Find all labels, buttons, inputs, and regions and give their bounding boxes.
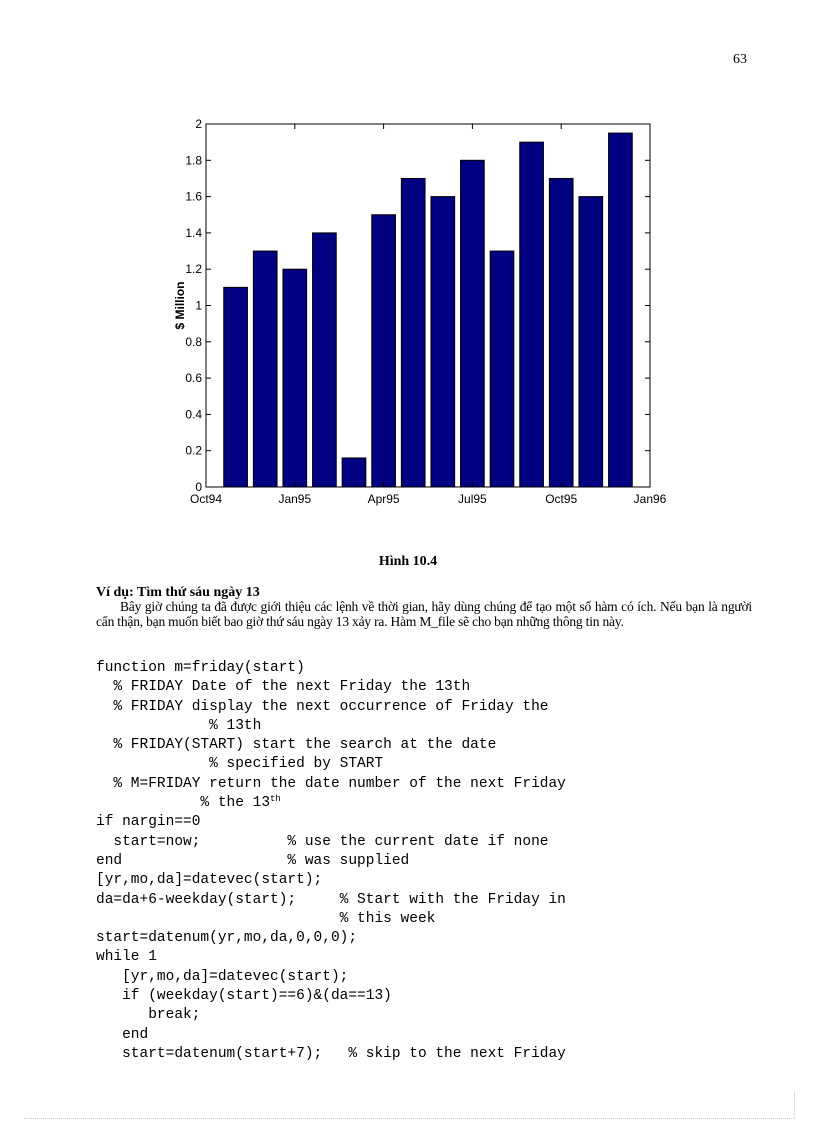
code-line: % FRIDAY Date of the next Friday the 13th [96, 679, 471, 696]
page-right-border [794, 1092, 795, 1118]
code-line: % M=FRIDAY return the date number of the next Friday [96, 775, 566, 792]
code-line: % FRIDAY display the next occurrence of Friday the [96, 698, 549, 715]
code-line: % 13th [96, 717, 262, 734]
page-number: 63 [733, 52, 747, 67]
code-line: [yr,mo,da]=datevec(start); [96, 872, 323, 889]
y-tick-label: 1 [195, 298, 202, 313]
x-tick-label: Apr95 [367, 492, 400, 506]
code-line: start=now; % use the current date if none [96, 833, 549, 850]
bar [253, 251, 277, 487]
y-tick-label: 1.2 [185, 262, 202, 277]
y-tick-label: 1.8 [185, 153, 202, 168]
bar [313, 233, 337, 487]
code-line: % FRIDAY(START) start the search at the date [96, 737, 497, 754]
code-line: end [96, 1026, 149, 1043]
code-line: while 1 [96, 949, 157, 966]
page-bottom-border [24, 1118, 794, 1119]
y-tick-label: 1.4 [185, 225, 202, 240]
code-line: if (weekday(start)==6)&(da==13) [96, 988, 392, 1005]
y-tick-label: 0.8 [185, 334, 202, 349]
bar-chart [160, 110, 680, 510]
y-tick-label: 2 [195, 117, 202, 131]
bar [342, 458, 366, 487]
x-tick-label: Oct94 [189, 492, 223, 506]
bar [579, 197, 603, 487]
bar [431, 197, 455, 487]
x-tick-label: Jul95 [458, 492, 487, 506]
example-heading: Ví dụ: Tìm thứ sáu ngày 13 [96, 585, 260, 600]
y-axis-label: $ Million [173, 281, 187, 330]
code-line: da=da+6-weekday(start); % Start with the Friday in [96, 891, 566, 908]
y-tick-label: 0.6 [185, 371, 202, 386]
bar [520, 142, 544, 487]
code-line: break; [96, 1007, 201, 1024]
chart-bars [224, 133, 632, 487]
bar [549, 178, 573, 487]
superscript: th [270, 794, 281, 805]
code-listing [96, 659, 566, 1064]
bar [490, 251, 514, 487]
x-tick-label: Jan96 [633, 492, 667, 506]
y-tick-label: 0 [195, 480, 202, 494]
bar [283, 269, 307, 487]
y-tick-label: 1.6 [185, 189, 202, 204]
y-tick-label: 0.2 [185, 443, 202, 458]
x-tick-label: Oct95 [545, 492, 578, 506]
bar [609, 133, 633, 487]
code-line [96, 794, 566, 813]
intro-paragraph: Bây giờ chúng ta đã được giới thiệu các lệnh về thời gian, hãy dùng chúng để tạo một số hàm có ích. Nếu bạn là người cẩn thận, bạn muốn biết bao giờ thứ sáu ngày 13 xảy ra. Hàm M_file sẽ cho bạn những thông tin này. [96, 599, 752, 629]
code-line: % specified by START [96, 756, 384, 773]
code-line-text: % the 13 [96, 795, 271, 812]
code-line: % this week [96, 910, 436, 927]
code-line: function m=friday(start) [96, 660, 305, 676]
code-line: end % was supplied [96, 852, 410, 869]
code-line: [yr,mo,da]=datevec(start); [96, 968, 349, 985]
bar [461, 160, 485, 487]
x-tick-label: Jan95 [278, 492, 312, 506]
figure-caption: Hình 10.4 [378, 554, 438, 569]
code-line: if nargin==0 [96, 814, 201, 831]
code-line: start=datenum(yr,mo,da,0,0,0); [96, 930, 358, 947]
bar [224, 287, 248, 487]
code-line: start=datenum(start+7); % skip to the next Friday [96, 1045, 566, 1062]
bar [372, 215, 396, 487]
bar [401, 178, 425, 487]
y-tick-label: 0.4 [185, 407, 202, 422]
